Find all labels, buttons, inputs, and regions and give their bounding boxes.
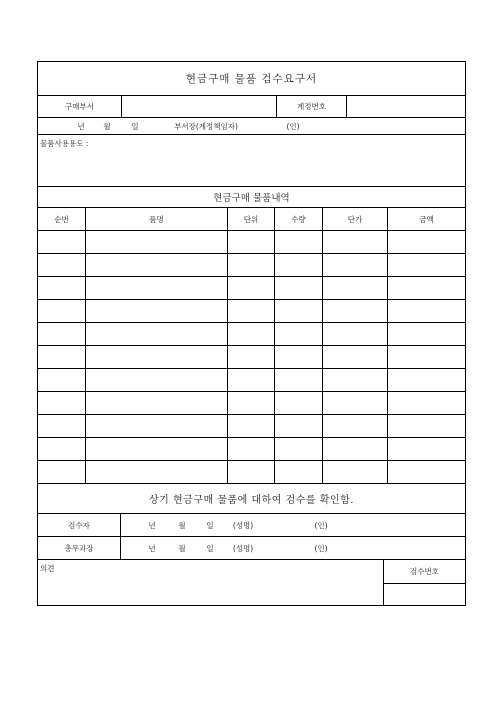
signer-day: 일 xyxy=(206,543,214,553)
cell-unit[interactable] xyxy=(227,369,274,391)
cell-amount[interactable] xyxy=(387,277,465,299)
cell-amount[interactable] xyxy=(387,231,465,253)
cell-unit-price[interactable] xyxy=(322,254,387,276)
table-row xyxy=(38,461,465,484)
cell-unit[interactable] xyxy=(227,277,274,299)
cell-seq[interactable] xyxy=(38,369,85,391)
col-item-name: 품명 xyxy=(85,208,227,230)
table-row xyxy=(38,392,465,415)
cell-item-name[interactable] xyxy=(85,300,227,322)
inspection-number-box xyxy=(383,560,465,605)
signer-name-label: (성명) xyxy=(232,543,254,553)
cell-unit-price[interactable] xyxy=(322,392,387,414)
confirm-row xyxy=(38,484,465,514)
cell-quantity[interactable] xyxy=(274,300,322,322)
cell-seq[interactable] xyxy=(38,254,85,276)
signer-name-label: (성명) xyxy=(232,520,254,530)
cell-item-name[interactable] xyxy=(85,323,227,345)
title-row xyxy=(38,62,465,96)
cell-seq[interactable] xyxy=(38,392,85,414)
cell-unit-price[interactable] xyxy=(322,300,387,322)
signer-row-inspector xyxy=(38,514,465,537)
inspection-request-form xyxy=(37,61,466,606)
seal-label: (인) xyxy=(286,121,300,131)
form-title: 현금구매 물품 검수요구서 xyxy=(185,73,318,85)
signer-seal: (인) xyxy=(314,520,328,530)
table-row xyxy=(38,346,465,369)
confirmation-statement: 상기 현금구매 물품에 대하여 검수를 확인함. xyxy=(149,495,354,506)
cell-unit-price[interactable] xyxy=(322,231,387,253)
cell-quantity[interactable] xyxy=(274,323,322,345)
signer-fields[interactable] xyxy=(120,514,465,536)
cell-unit[interactable] xyxy=(227,300,274,322)
cell-amount[interactable] xyxy=(387,438,465,460)
day-label: 일 xyxy=(131,121,139,131)
account-number-label: 계정번호 xyxy=(276,96,346,117)
col-amount: 금액 xyxy=(387,208,465,230)
table-row xyxy=(38,415,465,438)
signer-role: 총무과장 xyxy=(64,543,94,553)
cell-quantity[interactable] xyxy=(274,231,322,253)
cell-unit[interactable] xyxy=(227,231,274,253)
cell-amount[interactable] xyxy=(387,323,465,345)
cell-unit[interactable] xyxy=(227,461,274,483)
table-row xyxy=(38,300,465,323)
cell-unit-price[interactable] xyxy=(322,277,387,299)
cell-item-name[interactable] xyxy=(85,346,227,368)
table-row xyxy=(38,254,465,277)
table-row xyxy=(38,323,465,346)
inspection-number-label: 검수번호 xyxy=(384,560,465,584)
year-label: 년 xyxy=(77,121,85,131)
purpose-label: 물품사용용도 : xyxy=(40,138,89,148)
cell-item-name[interactable] xyxy=(85,277,227,299)
department-row xyxy=(38,96,465,118)
cell-unit-price[interactable] xyxy=(322,415,387,437)
cell-seq[interactable] xyxy=(38,438,85,460)
cell-unit-price[interactable] xyxy=(322,461,387,483)
cell-unit-price[interactable] xyxy=(322,323,387,345)
signer-fields[interactable] xyxy=(120,537,465,559)
cell-amount[interactable] xyxy=(387,300,465,322)
cell-quantity[interactable] xyxy=(274,346,322,368)
cell-quantity[interactable] xyxy=(274,415,322,437)
items-title-row xyxy=(38,187,465,208)
cell-unit[interactable] xyxy=(227,346,274,368)
signer-month: 월 xyxy=(178,543,186,553)
signer-role: 검수자 xyxy=(68,520,90,530)
cell-item-name[interactable] xyxy=(85,415,227,437)
cell-quantity[interactable] xyxy=(274,369,322,391)
cell-seq[interactable] xyxy=(38,231,85,253)
table-row xyxy=(38,369,465,392)
signer-year: 년 xyxy=(148,543,156,553)
cell-quantity[interactable] xyxy=(274,277,322,299)
cell-amount[interactable] xyxy=(387,461,465,483)
cell-seq[interactable] xyxy=(38,323,85,345)
cell-unit[interactable] xyxy=(227,415,274,437)
cell-amount[interactable] xyxy=(387,415,465,437)
cell-unit[interactable] xyxy=(227,323,274,345)
opinion-row xyxy=(38,560,465,605)
cell-item-name[interactable] xyxy=(85,254,227,276)
table-row xyxy=(38,277,465,300)
cell-unit[interactable] xyxy=(227,438,274,460)
inspection-number-field[interactable] xyxy=(384,583,465,605)
signer-row-general-affairs xyxy=(38,537,465,560)
signer-seal: (인) xyxy=(314,543,328,553)
cell-seq[interactable] xyxy=(38,277,85,299)
department-head-label: 부서장(계정책임자) xyxy=(174,121,238,131)
cell-quantity[interactable] xyxy=(274,461,322,483)
table-row xyxy=(38,438,465,461)
cell-unit-price[interactable] xyxy=(322,438,387,460)
signer-day: 일 xyxy=(206,520,214,530)
items-title: 현금구매 물품내역 xyxy=(213,193,290,204)
col-unit: 단위 xyxy=(227,208,274,230)
month-label: 월 xyxy=(103,121,111,131)
cell-amount[interactable] xyxy=(387,392,465,414)
cell-amount[interactable] xyxy=(387,254,465,276)
col-seq: 순번 xyxy=(54,214,69,224)
cell-item-name[interactable] xyxy=(85,438,227,460)
items-header-row xyxy=(38,208,465,231)
cell-unit[interactable] xyxy=(227,392,274,414)
cell-seq[interactable] xyxy=(38,300,85,322)
cell-amount[interactable] xyxy=(387,346,465,368)
department-label: 구매부서 xyxy=(65,102,94,111)
cell-unit[interactable] xyxy=(227,254,274,276)
signer-year: 년 xyxy=(148,520,156,530)
purpose-row[interactable] xyxy=(38,135,465,187)
opinion-label: 의견 xyxy=(40,564,55,573)
cell-item-name[interactable] xyxy=(85,392,227,414)
cell-item-name[interactable] xyxy=(85,369,227,391)
cell-item-name[interactable] xyxy=(85,461,227,483)
cell-amount[interactable] xyxy=(387,369,465,391)
cell-seq[interactable] xyxy=(38,461,85,483)
opinion-area[interactable] xyxy=(38,560,383,605)
col-quantity: 수량 xyxy=(274,208,322,230)
table-row xyxy=(38,231,465,254)
col-unit-price: 단가 xyxy=(322,208,387,230)
date-head-row xyxy=(38,118,465,135)
cell-quantity[interactable] xyxy=(274,392,322,414)
cell-seq[interactable] xyxy=(38,415,85,437)
cell-item-name[interactable] xyxy=(85,231,227,253)
cell-quantity[interactable] xyxy=(274,438,322,460)
cell-quantity[interactable] xyxy=(274,254,322,276)
signer-month: 월 xyxy=(178,520,186,530)
cell-seq[interactable] xyxy=(38,346,85,368)
account-number-field[interactable] xyxy=(346,96,465,117)
department-field[interactable] xyxy=(121,96,276,117)
cell-unit-price[interactable] xyxy=(322,369,387,391)
cell-unit-price[interactable] xyxy=(322,346,387,368)
